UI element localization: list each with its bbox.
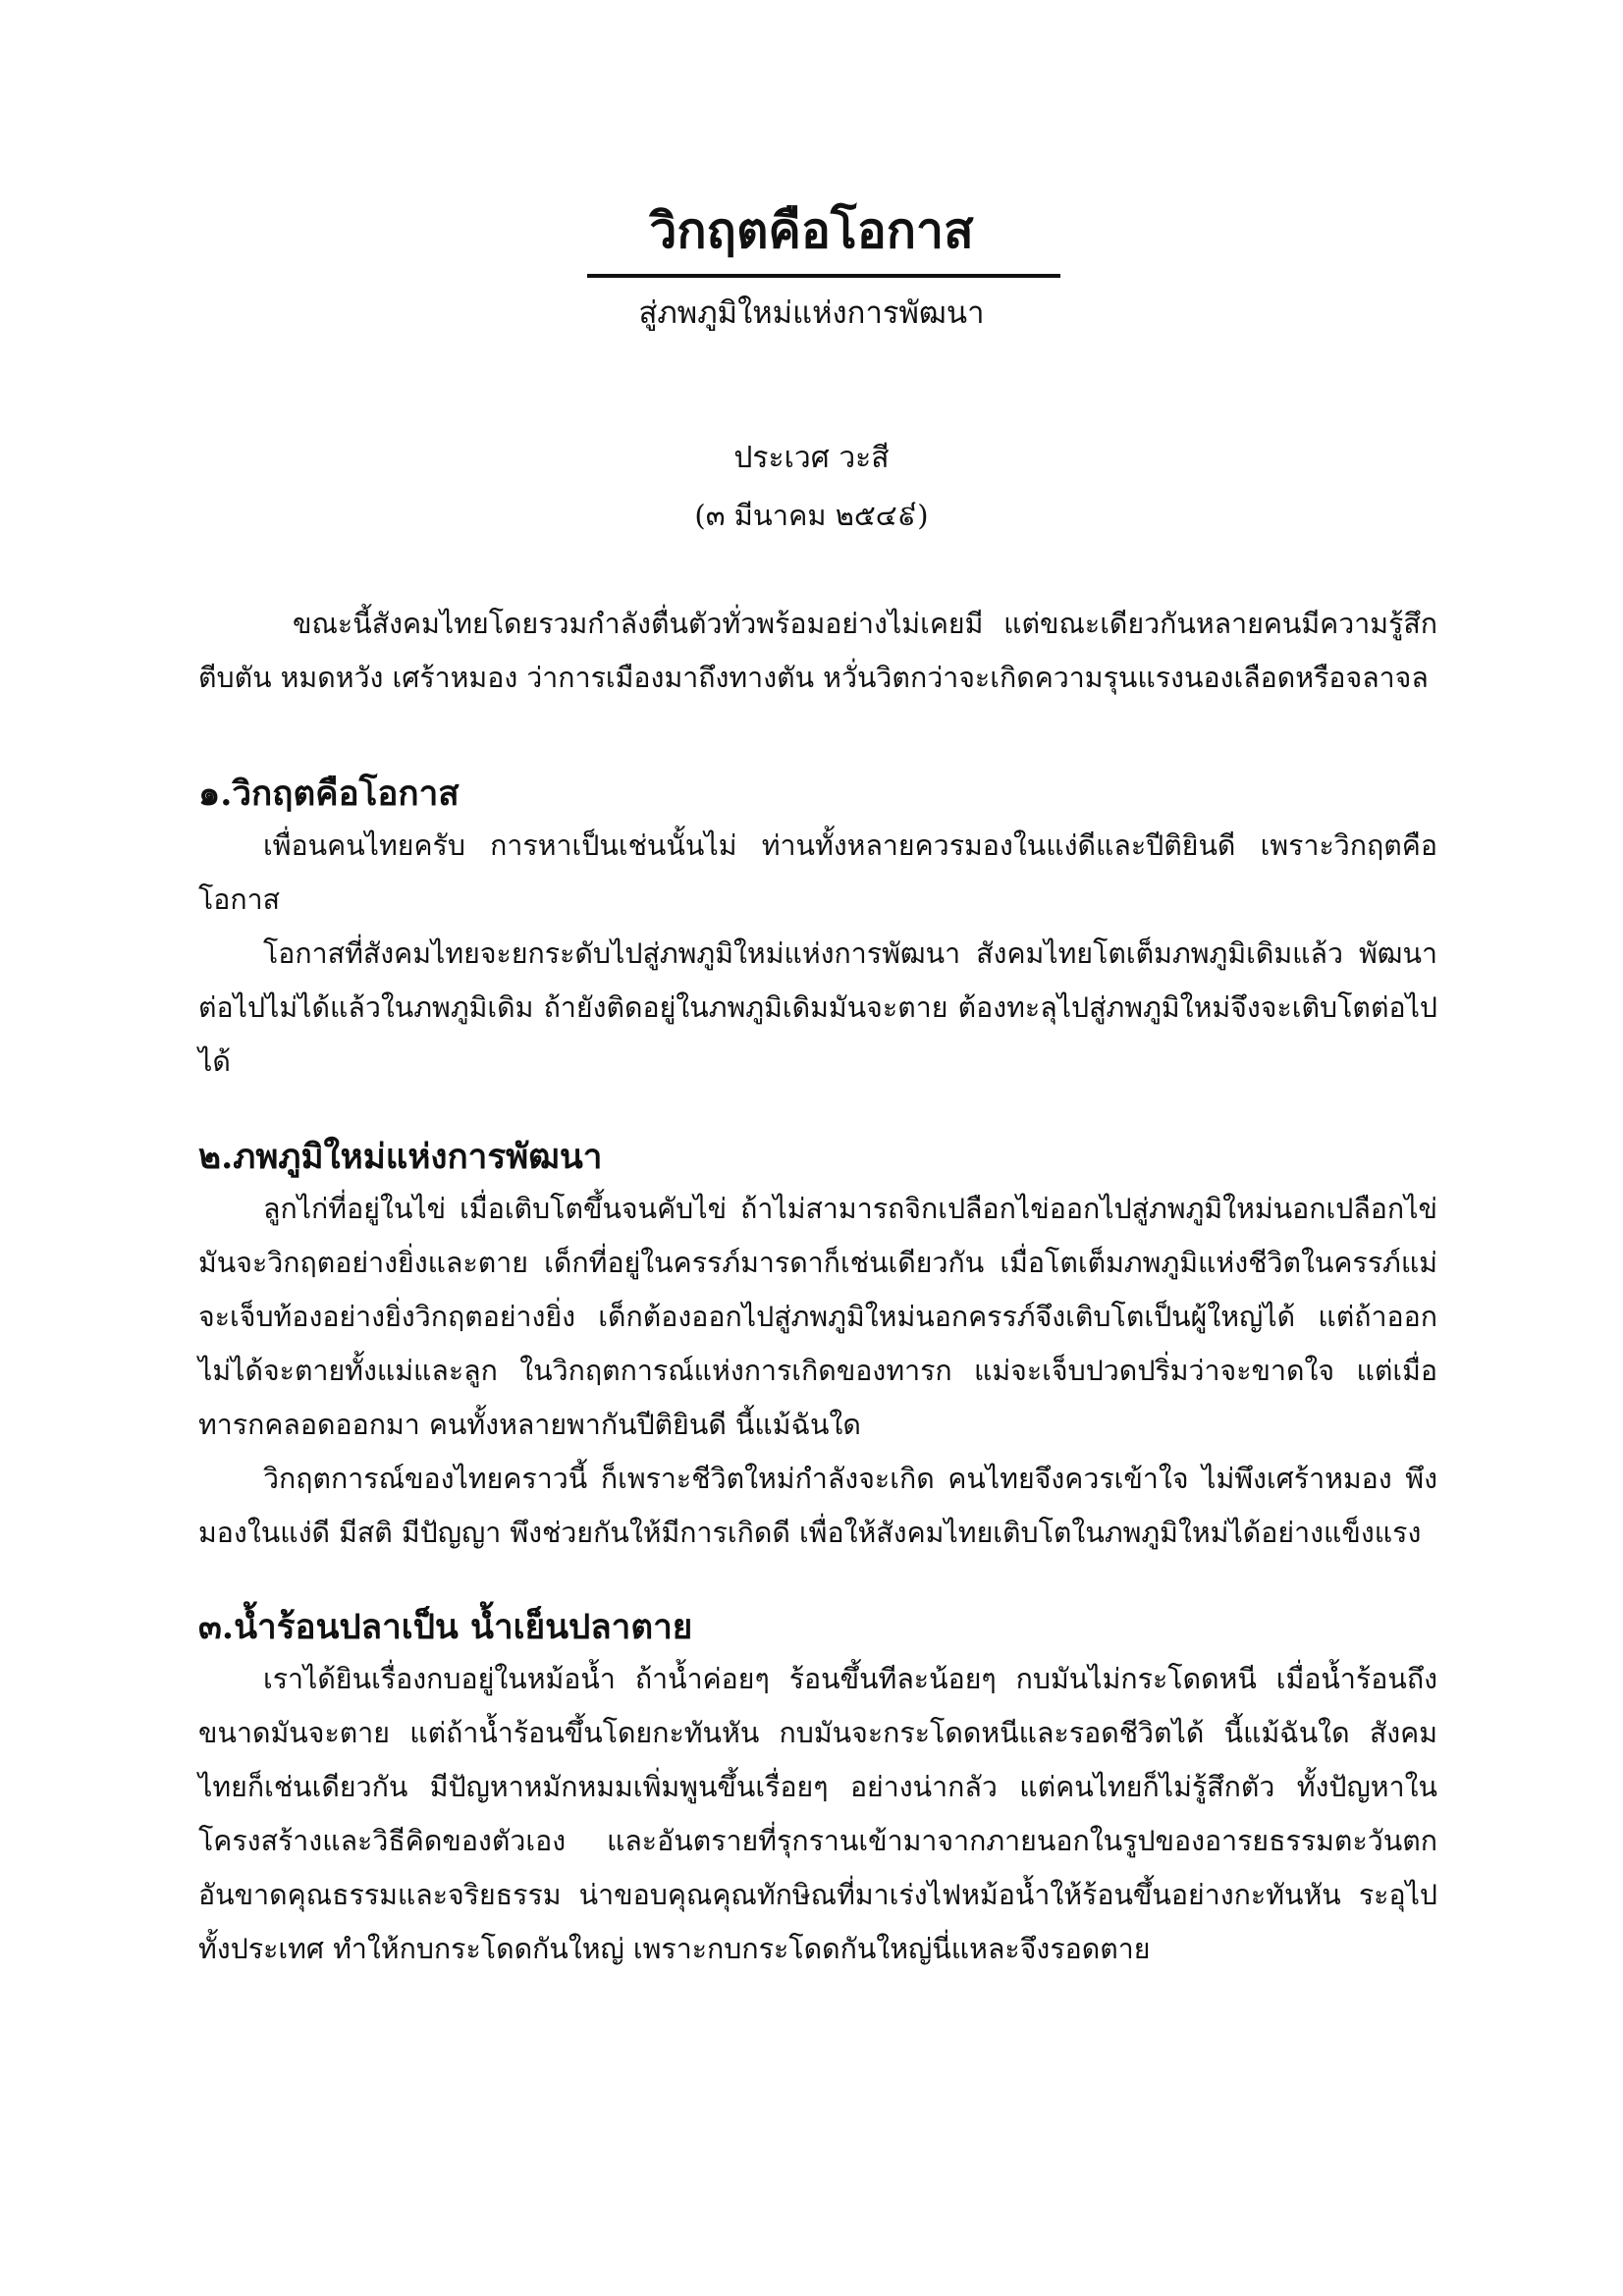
paragraph: วิกฤตการณ์ของไทยคราวนี้ ก็เพราะชีวิตใหม่กำลังจะเกิด คนไทยจึงควรเข้าใจ ไม่พึงเศร้าหมอง พึงมองในแง่ดี มีสติ มีปัญญา พึงช่วยกันให้มีการเกิดดี เพื่อให้สังคมไทยเติบโตในภพภูมิใหม่ได้อย่างแข็งแรง	[198, 1463, 1437, 1549]
paragraph: เราได้ยินเรื่องกบอยู่ในหม้อน้ำ ถ้าน้ำค่อยๆ ร้อนขึ้นทีละน้อยๆ กบมันไม่กระโดดหนี เมื่อน้ำร้อนถึงขนาดมันจะตาย แต่ถ้าน้ำร้อนขึ้นโดยกะทันหัน กบมันจะกระโดดหนีและรอดชีวิตได้ นี้แม้ฉันใด สังคมไทยก็เช่นเดียวกัน มีปัญหาหมักหมมเพิ่มพูนขึ้นเรื่อยๆ อย่างน่ากลัว แต่คนไทยก็ไม่รู้สึกตัว ทั้งปัญหาในโครงสร้างและวิธีคิดของตัวเอง และอันตรายที่รุกรานเข้ามาจากภายนอกในรูปของอารยธรรมตะวันตกอันขาดคุณธรรมและจริยธรรม น่าขอบคุณคุณทักษิณที่มาเร่งไฟหม้อน้ำให้ร้อนขึ้นอย่างกะทันหัน ระอุไปทั้งประเทศ ทำให้กบกระโดดกันใหญ่ เพราะกบกระโดดกันใหญ่นี่แหละจึงรอดตาย	[198, 1663, 1437, 1965]
document-subtitle: สู่ภพภูมิใหม่แห่งการพัฒนา	[638, 295, 985, 331]
section-heading-1: ๑.วิกฤตคือโอกาส	[198, 774, 460, 814]
paragraph: ลูกไก่ที่อยู่ในไข่ เมื่อเติบโตขึ้นจนคับไข่ ถ้าไม่สามารถจิกเปลือกไข่ออกไปสู่ภพภูมิใหม่นอกเปลือกไข่ มันจะวิกฤตอย่างยิ่งและตาย เด็กที่อยู่ในครรภ์มารดาก็เช่นเดียวกัน เมื่อโตเต็มภพภูมิแห่งชีวิตในครรภ์แม่จะเจ็บท้องอย่างยิ่งวิกฤตอย่างยิ่ง เด็กต้องออกไปสู่ภพภูมิใหม่นอกครรภ์จึงเติบโตเป็นผู้ใหญ่ได้ แต่ถ้าออกไม่ได้จะตายทั้งแม่และลูก ในวิกฤตการณ์แห่งการเกิดของทารก แม่จะเจ็บปวดปริ่มว่าจะขาดใจ แต่เมื่อทารกคลอดออกมา คนทั้งหลายพากันปีติยินดี นี้แม้ฉันใด	[198, 1193, 1437, 1441]
document-title: วิกฤตคือโอกาส	[649, 201, 974, 259]
author-name: ประเวศ วะสี	[733, 441, 890, 475]
section-heading-2: ๒.ภพภูมิใหม่แห่งการพัฒนา	[198, 1137, 603, 1177]
section-heading-3: ๓.น้ำร้อนปลาเป็น น้ำเย็นปลาตาย	[198, 1607, 693, 1647]
document-date: (๓ มีนาคม ๒๕๔៩)	[694, 499, 929, 532]
intro-section	[198, 597, 1437, 705]
intro-paragraph: ขณะนี้สังคมไทยโดยรวมกำลังตื่นตัวทั่วพร้อมอย่างไม่เคยมี แต่ขณะเดียวกันหลายคนมีความรู้สึกตีบตัน หมดหวัง เศร้าหมอง ว่าการเมืองมาถึงทางตัน หวั่นวิตกว่าจะเกิดความรุนแรงนองเลือดหรือจลาจล	[198, 608, 1437, 694]
section-body-3	[198, 1652, 1437, 1976]
section-body-2	[198, 1182, 1437, 1560]
paragraph: เพื่อนคนไทยครับ การหาเป็นเช่นนั้นไม่ ท่านทั้งหลายควรมองในแง่ดีและปีติยินดี เพราะวิกฤตคือโอกาส	[198, 829, 1437, 916]
paragraph: โอกาสที่สังคมไทยจะยกระดับไปสู่ภพภูมิใหม่แห่งการพัฒนา สังคมไทยโตเต็มภพภูมิเดิมแล้ว พัฒนาต่อไปไม่ได้แล้วในภพภูมิเดิม ถ้ายังติดอยู่ในภพภูมิเดิมมันจะตาย ต้องทะลุไปสู่ภพภูมิใหม่จึงจะเติบโตต่อไปได้	[198, 937, 1437, 1078]
section-body-1	[198, 819, 1437, 1089]
title-underline	[587, 274, 1060, 278]
